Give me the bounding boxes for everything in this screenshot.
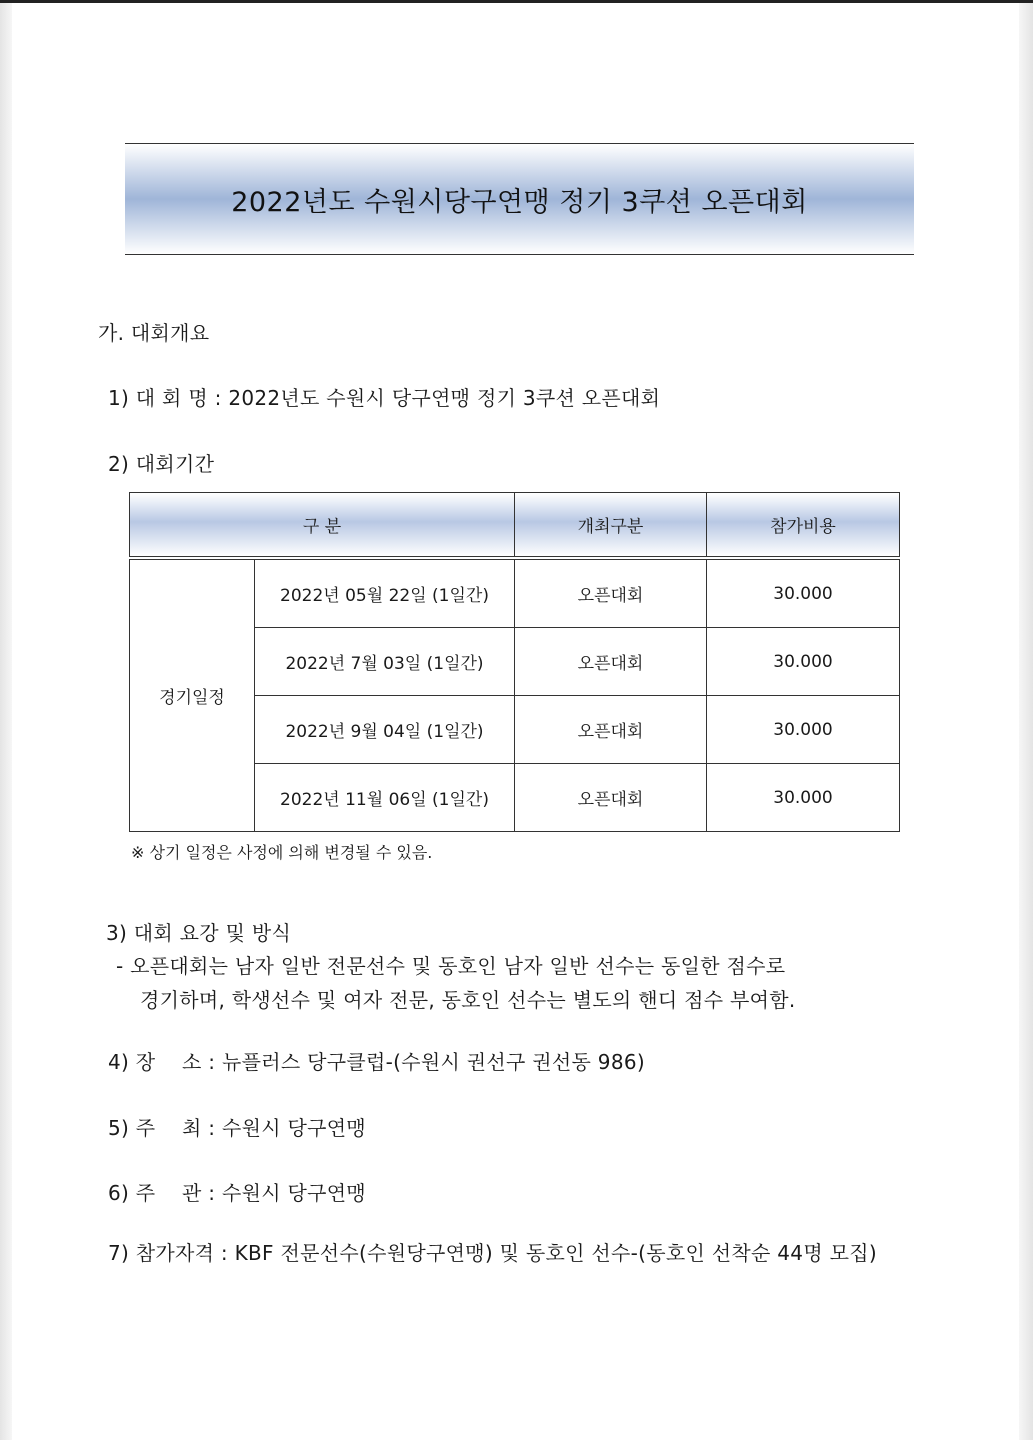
item-rules-line-2: 경기하며, 학생선수 및 여자 전문, 동호인 선수는 별도의 핸디 점수 부여함. [140,988,796,1012]
header-entry-fee: 참가비용 [707,493,900,559]
item-eligibility: 7) 참가자격 : KBF 전문선수(수원당구연맹) 및 동호인 선수-(동호인 선착순 44명 모집) [108,1241,877,1265]
header-category: 구 분 [130,493,515,559]
fee-cell: 30.000 [707,628,900,696]
header-event-type: 개최구분 [515,493,707,559]
top-border-line [0,0,1033,3]
type-cell: 오픈대회 [515,558,707,628]
date-cell: 2022년 11월 06일 (1일간) [255,764,515,832]
title-banner [125,143,914,255]
item-host: 5) 주 최 : 수원시 당구연맹 [108,1116,367,1140]
item-event-name: 1) 대 회 명 : 2022년도 수원시 당구연맹 정기 3쿠션 오픈대회 [108,386,661,410]
page-edge-right [1019,3,1033,1440]
schedule-table [129,492,900,832]
fee-cell: 30.000 [707,764,900,832]
group-label-cell: 경기일정 [130,558,255,832]
section-heading: 가. 대회개요 [98,321,210,345]
document-title: 2022년도 수원시당구연맹 정기 3쿠션 오픈대회 [231,186,808,218]
schedule-note: ※ 상기 일정은 사정에 의해 변경될 수 있음. [131,843,433,862]
page-edge-left [0,3,12,1440]
type-cell: 오픈대회 [515,696,707,764]
table-row [130,558,900,628]
date-cell: 2022년 7월 03일 (1일간) [255,628,515,696]
fee-cell: 30.000 [707,558,900,628]
item-organizer: 6) 주 관 : 수원시 당구연맹 [108,1181,367,1205]
item-rules-line-1: - 오픈대회는 남자 일반 전문선수 및 동호인 남자 일반 선수는 동일한 점수로 [116,954,786,978]
item-venue: 4) 장 소 : 뉴플러스 당구클럽-(수원시 권선구 권선동 986) [108,1050,645,1074]
type-cell: 오픈대회 [515,628,707,696]
item-event-period: 2) 대회기간 [108,452,215,476]
date-cell: 2022년 9월 04일 (1일간) [255,696,515,764]
item-rules-heading: 3) 대회 요강 및 방식 [106,921,292,945]
fee-cell: 30.000 [707,696,900,764]
type-cell: 오픈대회 [515,764,707,832]
table-header-row [130,493,900,559]
date-cell: 2022년 05월 22일 (1일간) [255,558,515,628]
